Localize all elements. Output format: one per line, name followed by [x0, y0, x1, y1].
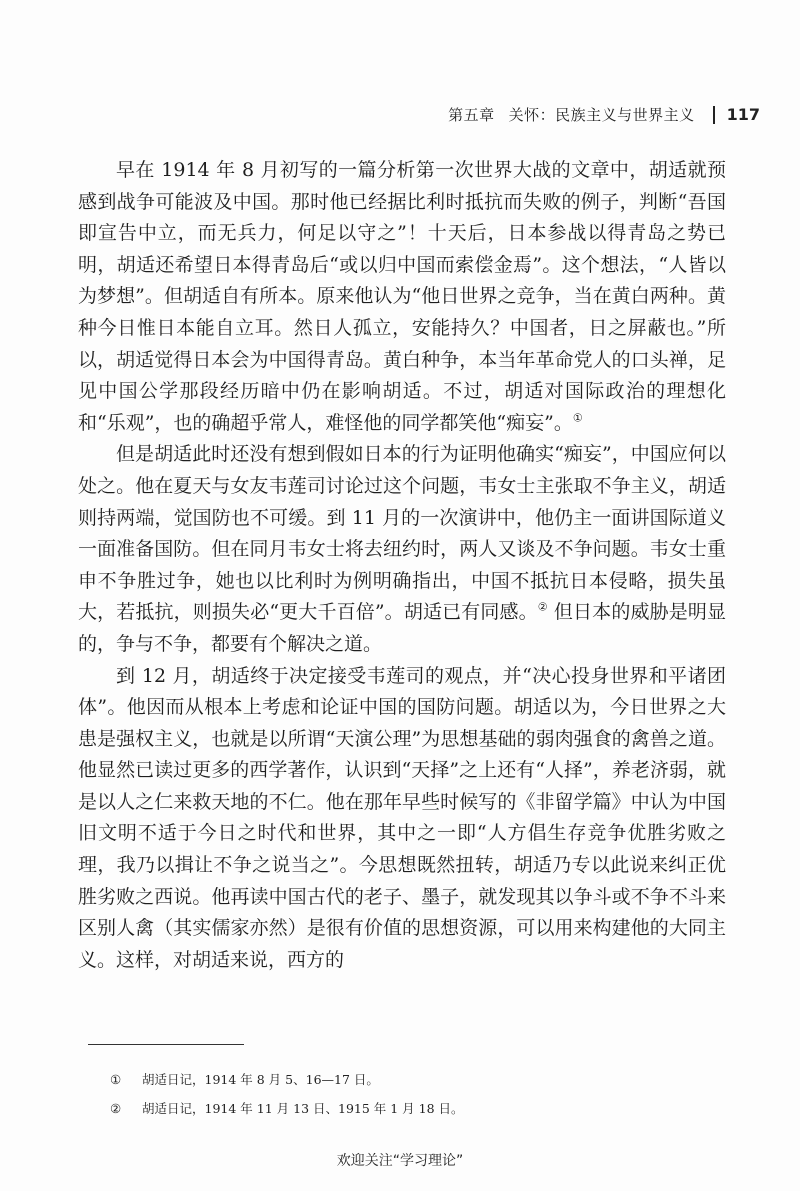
footnote [110, 1094, 464, 1123]
paragraph-text: 早在 1914 年 8 月初写的一篇分析第一次世界大战的文章中，胡适就预感到战争可能波及中国。那时他已经据比利时抵抗而失败的例子，判断“吾国即宣告中立，而无兵力，何足以守之”！十天后，日本参战以得青岛之势已明，胡适还希望日本得青岛后“或以归中国而索偿金焉”。这个想法，“人皆以为梦想”。但胡适自有所本。原来他认为“他日世界之竞争，当在黄白两种。黄种今日惟日本能自立耳。然日人孤立，安能持久？中国者，日之屏蔽也。”所以，胡适觉得日本会为中国得青岛。黄白种争，本当年革命党人的口头禅，足见中国公学那段经历暗中仍在影响胡适。不过，胡适对国际政治的理想化和“乐观”，也的确超乎常人，难怪他的同学都笑他“痴妄”。 [78, 159, 726, 434]
bottom-caption: 欢迎关注“学习理论” [336, 1153, 464, 1169]
footnote-mark: ② [110, 1101, 122, 1116]
paragraph [78, 661, 726, 977]
chapter-title: 关怀：民族主义与世界主义 [508, 106, 695, 124]
footnotes [110, 1065, 464, 1123]
paragraph [78, 439, 726, 660]
footnote-divider [88, 1044, 244, 1045]
paragraph-text-tail: 但日本的威胁是明显的，争与不争，都要有个解决之道。 [78, 601, 726, 655]
body-text [78, 155, 726, 976]
footnote [110, 1065, 464, 1094]
page-number: 117 [726, 105, 760, 124]
paragraph-text: 到 12 月，胡适终于决定接受韦莲司的观点，并“决心投身世界和平诸团体”。他因而从根本上考虑和论证中国的国防问题。胡适以为，今日世界之大患是强权主义，也就是以所谓“天演公理”为思想基础的弱肉强食的禽兽之道。他显然已读过更多的西学著作，认识到“天择”之上还有“人择”，养老济弱，就是以人之仁来救天地的不仁。他在那年早些时候写的《非留学篇》中认为中国旧文明不适于今日之时代和世界，其中之一即“人方倡生存竞争优胜劣败之理，我乃以揖让不争之说当之”。今思想既然扭转，胡适乃专以此说来纠正优胜劣败之西说。他再读中国古代的老子、墨子，就发现其以争斗或不争不斗来区别人禽（其实儒家亦然）是很有价值的思想资源，可以用来构建他的大同主义。这样，对胡适来说，西方的 [78, 664, 726, 971]
footnote-text: 胡适日记，1914 年 8 月 5、16—17 日。 [142, 1072, 379, 1087]
footnote-text: 胡适日记，1914 年 11 月 13 日、1915 年 1 月 18 日。 [142, 1101, 464, 1116]
header-divider [713, 106, 715, 124]
footnote-ref[interactable]: ① [572, 411, 583, 425]
footnote-ref[interactable]: ② [537, 600, 548, 614]
paragraph [78, 155, 726, 439]
chapter-label: 第五章 [448, 106, 495, 124]
paragraph-text: 但是胡适此时还没有想到假如日本的行为证明他确实“痴妄”，中国应何以处之。他在夏天与女友韦莲司讨论过这个问题，韦女士主张取不争主义，胡适则持两端，觉国防也不可缓。到 11 月的一次演讲中，他仍主一面讲国际道义一面准备国防。但在同月韦女士将去纽约时，两人又谈及不争问题。韦女士重申不争胜过争，她也以比利时为例明确指出，中国不抵抗日本侵略，损失虽大，若抵抗，则损失必“更大千百倍”。胡适已有同感。 [78, 443, 726, 624]
footnote-mark: ① [110, 1072, 122, 1087]
running-header [448, 104, 760, 125]
